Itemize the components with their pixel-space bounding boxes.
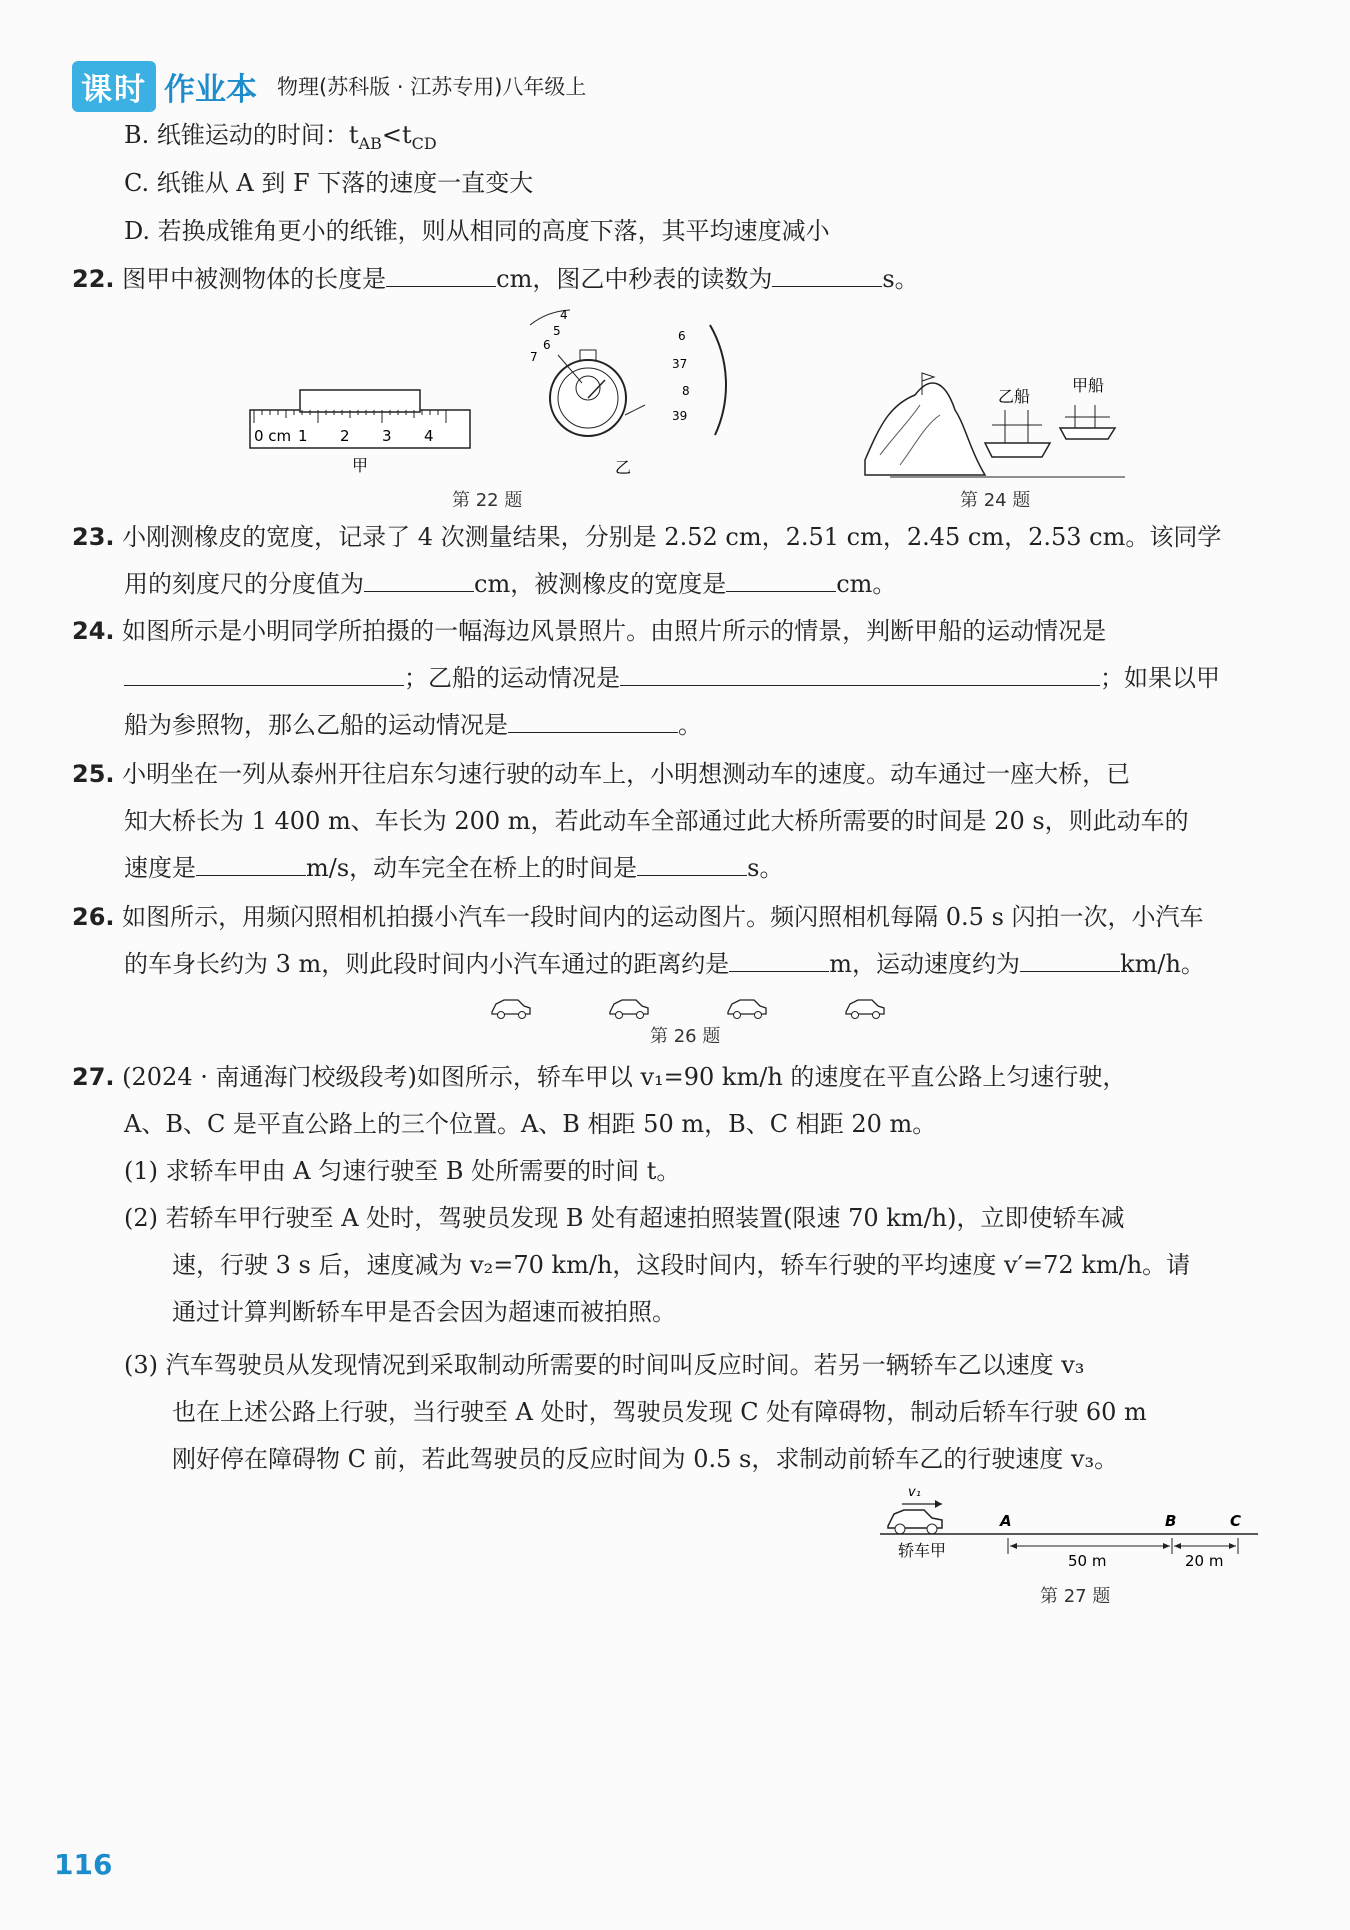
book-subtitle: 物理(苏科版 · 江苏专用)八年级上 — [277, 75, 587, 99]
answer-blank[interactable] — [772, 262, 882, 287]
answer-blank[interactable] — [386, 262, 496, 287]
caption-26: 第 26 题 — [650, 1026, 721, 1047]
question-25: 25. 小明坐在一列从泰州开往启东匀速行驶的动车上，小明想测动车的速度。动车通过一座大桥，已 — [72, 760, 1131, 788]
question-27-part3-line3: 刚好停在障碍物 C 前，若此驾驶员的反应时间为 0.5 s，求制动前轿车乙的行驶速度 v₃。 — [172, 1445, 1119, 1473]
page-header — [72, 62, 586, 110]
question-27: 27. (2024 · 南通海门校级段考)如图所示，轿车甲以 v₁=90 km/h 的速度在平直公路上匀速行驶， — [72, 1063, 1127, 1091]
question-27-line2: A、B、C 是平直公路上的三个位置。A、B 相距 50 m，B、C 相距 20 m。 — [124, 1110, 937, 1138]
logo-title: 作业本 — [164, 71, 257, 108]
ruler-tick-4: 4 — [424, 427, 434, 445]
ship-b — [985, 410, 1050, 457]
caption-27: 第 27 题 — [1040, 1586, 1111, 1607]
car-icon — [728, 1000, 766, 1019]
question-27-part2-line3: 通过计算判断轿车甲是否会因为超速而被拍照。 — [172, 1298, 676, 1326]
stopwatch-label: 乙 — [615, 458, 632, 475]
svg-text:7: 7 — [530, 350, 538, 364]
answer-blank[interactable] — [620, 661, 1100, 686]
car-label: 轿车甲 — [898, 1541, 947, 1560]
point-c: C — [1230, 1512, 1242, 1530]
ruler-tick-0: 0 cm — [254, 427, 292, 445]
svg-text:6: 6 — [543, 338, 551, 352]
svg-text:8: 8 — [682, 384, 690, 398]
figure-26 — [490, 992, 890, 1022]
option-c: C. 纸锥从 A 到 F 下落的速度一直变大 — [124, 169, 534, 197]
question-27-part3-line2: 也在上述公路上行驶，当行驶至 A 处时，驾驶员发现 C 处有障碍物，制动后轿车行驶 60 m — [172, 1398, 1147, 1426]
question-25-line3: 速度是 m/s，动车完全在桥上的时间是 s。 — [124, 851, 784, 885]
figure-24 — [860, 365, 1130, 480]
answer-blank[interactable] — [1020, 947, 1120, 972]
car-icon — [888, 1510, 942, 1534]
answer-blank[interactable] — [124, 661, 404, 686]
answer-blank[interactable] — [508, 708, 678, 733]
ruler-label: 甲 — [352, 456, 369, 475]
question-27-part1: (1) 求轿车甲由 A 匀速行驶至 B 处所需要的时间 t。 — [124, 1157, 681, 1185]
svg-text:39: 39 — [672, 409, 688, 423]
car-icon — [610, 1000, 648, 1019]
point-b: B — [1165, 1512, 1177, 1530]
logo: 课时 — [72, 61, 156, 112]
question-25-line2: 知大桥长为 1 400 m、车长为 200 m，若此动车全部通过此大桥所需要的时间是 20 s，则此动车的 — [124, 807, 1189, 835]
ruler-tick-2: 2 — [340, 427, 350, 445]
question-22: 22. 图甲中被测物体的长度是 cm，图乙中秒表的读数为 s。 — [72, 262, 919, 296]
answer-blank[interactable] — [726, 567, 836, 592]
page-number: 116 — [54, 1848, 113, 1881]
stopwatch — [530, 308, 726, 475]
answer-blank[interactable] — [196, 851, 306, 876]
distance-ab: 50 m — [1068, 1552, 1107, 1570]
question-27-part3: (3) 汽车驾驶员从发现情况到采取制动所需要的时间叫反应时间。若另一辆轿车乙以速度 v₃ — [124, 1351, 1085, 1379]
question-26-line2: 的车身长约为 3 m，则此段时间内小汽车通过的距离约是 m，运动速度约为 km/h。 — [124, 947, 1205, 981]
ship-a-label: 甲船 — [1072, 376, 1105, 395]
caption-24: 第 24 题 — [960, 490, 1031, 511]
question-24-line2: ；乙船的运动情况是 ；如果以甲 — [124, 661, 1220, 695]
distance-bc: 20 m — [1185, 1552, 1224, 1570]
question-24-line3: 船为参照物，那么乙船的运动情况是 。 — [124, 708, 702, 742]
ruler-tick-1: 1 — [298, 427, 308, 445]
question-23-line2: 用的刻度尺的分度值为 cm，被测橡皮的宽度是 cm。 — [124, 567, 896, 601]
car-icon — [492, 1000, 530, 1019]
answer-blank[interactable] — [729, 947, 829, 972]
ship-b-label: 乙船 — [998, 387, 1031, 406]
ruler-tick-3: 3 — [382, 427, 392, 445]
question-24: 24. 如图所示是小明同学所拍摄的一幅海边风景照片。由照片所示的情景，判断甲船的运动情况是 — [72, 617, 1107, 645]
question-26: 26. 如图所示，用频闪照相机拍摄小汽车一段时间内的运动图片。频闪照相机每隔 0.5 s 闪拍一次，小汽车 — [72, 903, 1204, 931]
option-b: B. 纸锥运动的时间：$t_{AB}<t_{CD}$ — [124, 121, 437, 153]
svg-text:6: 6 — [678, 329, 686, 343]
question-23: 23. 小刚测橡皮的宽度，记录了 4 次测量结果，分别是 2.52 cm，2.51 cm，2.45 cm，2.53 cm。该同学 — [72, 523, 1222, 551]
svg-text:4: 4 — [560, 308, 568, 322]
svg-text:37: 37 — [672, 357, 688, 371]
answer-blank[interactable] — [364, 567, 474, 592]
figure-22 — [240, 305, 740, 475]
point-a: A — [1000, 1512, 1012, 1530]
ruler — [250, 390, 470, 475]
car-icon — [846, 1000, 884, 1019]
question-27-part2-line2: 速，行驶 3 s 后，速度减为 v₂=70 km/h，这段时间内，轿车行驶的平均速度 v′=72 km/h。请 — [172, 1251, 1191, 1279]
figure-27 — [880, 1480, 1260, 1575]
velocity-label: v₁ — [908, 1485, 921, 1500]
caption-22: 第 22 题 — [452, 490, 523, 511]
option-d: D. 若换成锥角更小的纸锥，则从相同的高度下落，其平均速度减小 — [124, 217, 830, 245]
ship-a — [1060, 405, 1115, 439]
svg-text:5: 5 — [553, 324, 561, 338]
question-27-part2: (2) 若轿车甲行驶至 A 处时，驾驶员发现 B 处有超速拍照装置(限速 70 km/h)，立即使轿车减 — [124, 1204, 1125, 1232]
answer-blank[interactable] — [637, 851, 747, 876]
